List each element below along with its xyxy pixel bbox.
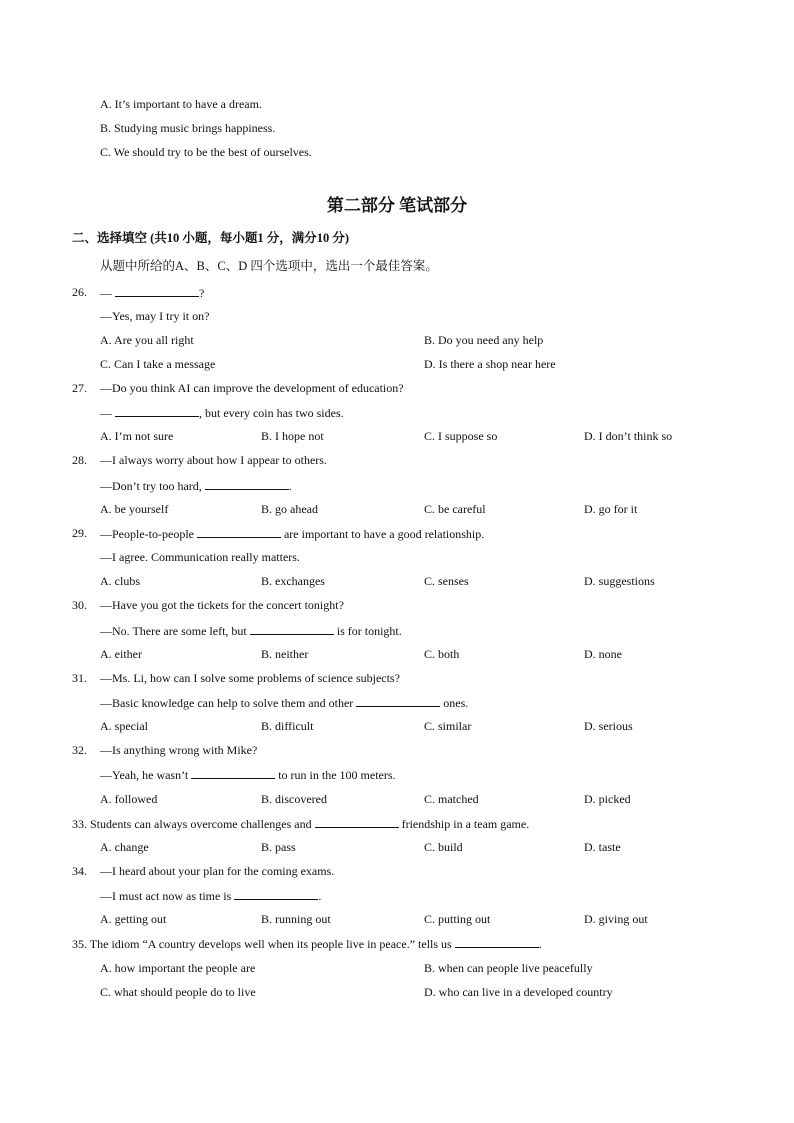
option-d: D. taste <box>584 840 621 854</box>
option-c: C. Can I take a message <box>100 357 216 371</box>
question-line <box>100 550 300 564</box>
question-line <box>100 478 292 493</box>
answer-blank <box>455 936 539 948</box>
instruction: 从题中所给的A、B、C、D 四个选项中，选出一个最佳答案。 <box>100 259 438 273</box>
question-text: ? <box>199 286 205 300</box>
option-a: A. be yourself <box>100 502 169 516</box>
question-text: , but every coin has two sides. <box>199 406 344 420</box>
answer-blank <box>356 695 440 707</box>
option-b: B. neither <box>261 647 309 661</box>
prev-option-c: C. We should try to be the best of ourselves. <box>100 145 312 159</box>
question-number: 28. <box>72 453 87 467</box>
question-text: are important to have a good relationship. <box>280 527 485 541</box>
question-line <box>100 405 344 420</box>
question-text: to run in the 100 meters. <box>275 768 396 782</box>
question-line <box>100 695 468 710</box>
question-text: —Have you got the tickets for the concert tonight? <box>100 598 344 612</box>
question-number: 27. <box>72 381 87 395</box>
question-line <box>100 309 209 323</box>
option-d: D. picked <box>584 792 631 806</box>
answer-blank <box>115 285 199 297</box>
question-text: — <box>100 406 115 420</box>
question-line <box>100 623 402 638</box>
question-text: —Is anything wrong with Mike? <box>100 743 258 757</box>
question-text: —Yeah, he wasn’t <box>100 768 192 782</box>
option-c: C. putting out <box>424 912 491 926</box>
option-a: A. how important the people are <box>100 961 256 975</box>
option-a: A. either <box>100 647 142 661</box>
question-number: 35. <box>72 937 87 951</box>
option-b: B. I hope not <box>261 429 324 443</box>
question-line <box>100 285 204 300</box>
question-text: —I always worry about how I appear to others. <box>100 453 327 467</box>
option-d: D. suggestions <box>584 574 655 588</box>
option-b: B. Do you need any help <box>424 333 544 347</box>
question-text: —Basic knowledge can help to solve them and other <box>100 696 357 710</box>
question-text: — <box>100 286 115 300</box>
question-line <box>100 864 334 878</box>
answer-blank <box>205 478 289 490</box>
option-b: B. pass <box>261 840 296 854</box>
option-d: D. giving out <box>584 912 648 926</box>
section-header: 二、选择填空 (共10 小题，每小题1 分，满分10 分) <box>72 231 350 245</box>
question-line <box>100 743 257 757</box>
option-d: D. serious <box>584 719 633 733</box>
option-d: D. who can live in a developed country <box>424 985 613 999</box>
answer-blank <box>315 816 399 828</box>
question-text: —I must act now as time is <box>100 889 235 903</box>
question-line <box>100 381 404 395</box>
option-b: B. exchanges <box>261 574 325 588</box>
option-a: A. followed <box>100 792 158 806</box>
question-number: 29. <box>72 526 87 540</box>
question-text: . <box>538 937 542 951</box>
option-a: A. Are you all right <box>100 333 194 347</box>
question-text: —I heard about your plan for the coming exams. <box>100 864 335 878</box>
option-c: C. build <box>424 840 463 854</box>
question-text: . <box>288 479 292 493</box>
question-number: 31. <box>72 671 87 685</box>
question-number: 26. <box>72 285 87 299</box>
option-c: C. senses <box>424 574 469 588</box>
question-number: 30. <box>72 598 87 612</box>
answer-blank <box>191 767 275 779</box>
option-c: C. what should people do to live <box>100 985 256 999</box>
prev-option-a: A. It’s important to have a dream. <box>100 97 262 111</box>
question-line <box>72 936 542 951</box>
option-a: A. I’m not sure <box>100 429 174 443</box>
option-c: C. matched <box>424 792 479 806</box>
question-text: is for tonight. <box>333 624 402 638</box>
option-c: C. I suppose so <box>424 429 498 443</box>
question-text: —Don’t try too hard, <box>100 479 205 493</box>
question-text: —I agree. Communication really matters. <box>100 550 300 564</box>
question-line <box>100 598 344 612</box>
option-d: D. none <box>584 647 622 661</box>
option-b: B. running out <box>261 912 331 926</box>
option-b: B. when can people live peacefully <box>424 961 593 975</box>
question-text: Students can always overcome challenges and <box>90 817 315 831</box>
question-text: friendship in a team game. <box>398 817 530 831</box>
question-text: —Do you think AI can improve the development of education? <box>100 381 404 395</box>
question-number: 34. <box>72 864 87 878</box>
option-a: A. getting out <box>100 912 167 926</box>
question-line <box>100 767 396 782</box>
question-text: —Yes, may I try it on? <box>100 309 210 323</box>
option-c: C. be careful <box>424 502 486 516</box>
question-text: —People-to-people <box>100 527 197 541</box>
question-line <box>100 526 484 541</box>
option-a: A. change <box>100 840 149 854</box>
option-b: B. difficult <box>261 719 314 733</box>
answer-blank <box>115 405 199 417</box>
option-a: A. clubs <box>100 574 140 588</box>
option-c: C. similar <box>424 719 472 733</box>
option-d: D. I don’t think so <box>584 429 673 443</box>
option-d: D. go for it <box>584 502 638 516</box>
option-b: B. go ahead <box>261 502 318 516</box>
question-line <box>100 888 321 903</box>
part-title: 第二部分 笔试部分 <box>326 196 468 215</box>
option-b: B. discovered <box>261 792 327 806</box>
question-text: —No. There are some left, but <box>100 624 250 638</box>
option-c: C. both <box>424 647 460 661</box>
question-text: . <box>318 889 322 903</box>
answer-blank <box>197 526 281 538</box>
prev-option-b: B. Studying music brings happiness. <box>100 121 276 135</box>
question-text: ones. <box>440 696 469 710</box>
answer-blank <box>234 888 318 900</box>
question-text: —Ms. Li, how can I solve some problems of science subjects? <box>100 671 400 685</box>
question-number: 33. <box>72 817 87 831</box>
question-line <box>100 671 400 685</box>
question-text: The idiom “A country develops well when its people live in peace.” tells us <box>89 937 455 951</box>
option-d: D. Is there a shop near here <box>424 357 556 371</box>
question-line <box>72 816 529 831</box>
question-line <box>100 453 327 467</box>
option-a: A. special <box>100 719 148 733</box>
question-number: 32. <box>72 743 87 757</box>
answer-blank <box>250 623 334 635</box>
